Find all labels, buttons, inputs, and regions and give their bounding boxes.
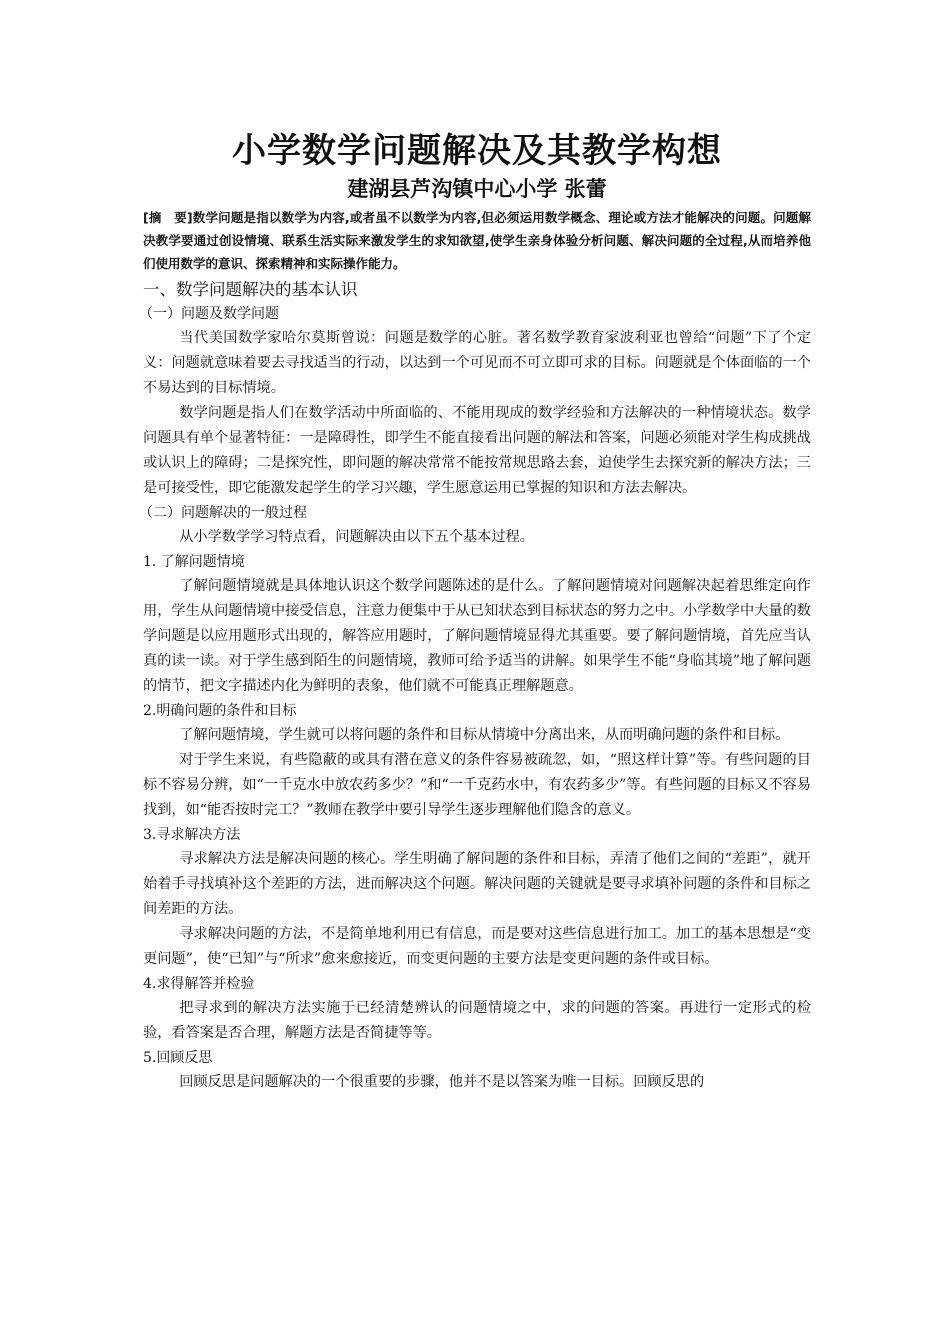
paragraph: 当代美国数学家哈尔莫斯曾说：问题是数学的心脏。著名数学教育家波利亚也曾给“问题”下了个定义：问题就意味着要去寻找适当的行动，以达到一个可见而不可立即可求的目标。问题就是个体面临的一个不易达到的目标情境。 — [143, 330, 811, 396]
step-heading-5: 5.回顾反思 — [143, 1050, 213, 1066]
section-heading-1: 一、数学问题解决的基本认识 — [143, 280, 358, 299]
step-heading-2: 2.明确问题的条件和目标 — [143, 703, 297, 719]
abstract: [摘 要]数学问题是指以数学为内容,或者虽不以数学为内容,但必须运用数学概念、理论或方法才能解决的问题。问题解决教学要通过创设情境、联系生活实际来激发学生的求知欲望,使学生亲身体验分析问题、解决问题的全过程,从而培养他们使用数学的意识、探索精神和实际操作能力。 — [143, 210, 811, 271]
author-line: 建湖县芦沟镇中心小学 张蕾 — [347, 177, 607, 201]
step-heading-3: 3.寻求解决方法 — [143, 827, 241, 843]
paragraph: 寻求解决问题的方法，不是简单地利用已有信息，而是要对这些信息进行加工。加工的基本思想是“变更问题”，使“已知”与“所求”愈来愈接近，而变更问题的主要方法是变更问题的条件或目标。 — [143, 926, 811, 967]
paragraph: 数学问题是指人们在数学活动中所面临的、不能用现成的数学经验和方法解决的一种情境状态。数学问题具有单个显著特征：一是障碍性，即学生不能直接看出问题的解法和答案，问题必须能对学生构成挑战或认识上的障碍；二是探究性，即问题的解决常常不能按常规思路去套，迫使学生去探究新的解决方法；三是可接受性，即它能激发起学生的学习兴趣，学生愿意运用已掌握的知识和方法去解决。 — [143, 405, 811, 496]
subsection-heading-1-1: （一）问题及数学问题 — [139, 306, 279, 322]
document-title: 小学数学问题解决及其教学构想 — [232, 131, 722, 171]
step-heading-1: 1. 了解问题情境 — [143, 554, 245, 570]
paragraph: 对于学生来说，有些隐蔽的或具有潜在意义的条件容易被疏忽，如，“照这样计算”等。有些问题的目标不容易分辨，如“一千克水中放农药多少？”和“一千克药水中，有农药多少”等。有些问题的目标又不容易找到，如“能否按时完工？”教师在教学中要引导学生逐步理解他们隐含的意义。 — [143, 752, 811, 818]
subsection-heading-1-2: （二）问题解决的一般过程 — [139, 505, 307, 521]
paragraph: 回顾反思是问题解决的一个很重要的步骤，他并不是以答案为唯一目标。回顾反思的 — [179, 1074, 705, 1090]
paragraph: 了解问题情境就是具体地认识这个数学问题陈述的是什么。了解问题情境对问题解决起着思维定向作用，学生从问题情境中接受信息，注意力便集中于从已知状态到目标状态的努力之中。小学数学中大量的数学问题是以应用题形式出现的，解答应用题时，了解问题情境显得尤其重要。要了解问题情境，首先应当认真的读一读。对于学生感到陌生的问题情境，教师可给予适当的讲解。如果学生不能“身临其境”地了解问题的情节，把文字描述内化为鲜明的表象，他们就不可能真正理解题意。 — [143, 578, 811, 694]
step-heading-4: 4.求得解答并检验 — [143, 976, 255, 992]
paragraph: 从小学数学学习特点看，问题解决由以下五个基本过程。 — [179, 529, 534, 545]
paragraph: 把寻求到的解决方法实施于已经清楚辨认的问题情境之中，求的问题的答案。再进行一定形式的检验，看答案是否合理，解题方法是否简捷等等。 — [143, 1000, 811, 1041]
document-body — [139, 128, 811, 1095]
paragraph: 了解问题情境，学生就可以将问题的条件和目标从情境中分离出来，从而明确问题的条件和目标。 — [179, 727, 790, 743]
paragraph: 寻求解决方法是解决问题的核心。学生明确了解问题的条件和目标，弄清了他们之间的“差距”，就开始着手寻找填补这个差距的方法，进而解决这个问题。解决问题的关键就是要寻求填补问题的条件和目标之间差距的方法。 — [143, 851, 811, 917]
